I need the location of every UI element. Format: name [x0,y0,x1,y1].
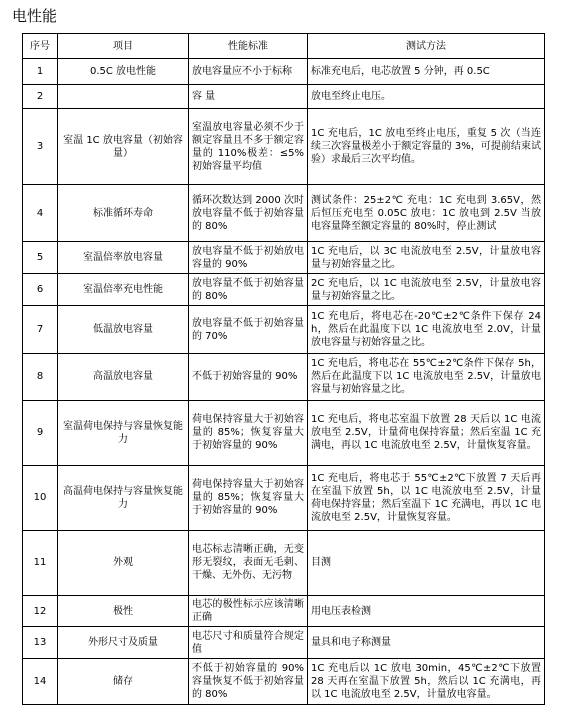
row-item: 室温荷电保持与容量恢复能力 [58,400,189,465]
row-method: 用电压表检测 [308,595,545,626]
row-method: 1C 充电后，以 3C 电流放电至 2.5V，计量放电容量与初始容量之比。 [308,242,545,273]
row-standard: 容 量 [189,85,308,109]
table-row [23,59,545,85]
row-item: 室温倍率充电性能 [58,273,189,306]
row-item: 储存 [58,658,189,704]
table-row [23,627,545,658]
row-standard: 荷电保持容量大于初始容量的 85%；恢复容量大于初始容量的 90% [189,400,308,465]
header-standard: 性能标准 [189,34,308,59]
header-item: 项目 [58,34,189,59]
table-row [23,85,545,109]
row-no: 2 [23,85,58,109]
row-item: 极性 [58,595,189,626]
row-no: 4 [23,184,58,242]
row-method: 1C 充电后以 1C 放电 30min，45℃±2℃下放置 28 天再在室温下放置 5h，然后以 1C 充满电，再以 1C 电流放电至 2.5V，计量放电容量。 [308,658,545,704]
row-item: 标准循环寿命 [58,184,189,242]
row-no: 3 [23,109,58,185]
row-item: 室温倍率放电容量 [58,242,189,273]
header-row [23,34,545,59]
row-no: 5 [23,242,58,273]
header-no: 序号 [23,34,58,59]
row-standard: 电芯尺寸和质量符合规定值 [189,627,308,658]
row-no: 8 [23,353,58,400]
row-standard: 电芯的极性标示应该清晰正确 [189,595,308,626]
row-item: 低温放电容量 [58,306,189,353]
row-no: 7 [23,306,58,353]
row-standard: 放电容量应不小于标称 [189,59,308,85]
row-item: 外形尺寸及质量 [58,627,189,658]
row-item: 外观 [58,530,189,595]
table-row [23,184,545,242]
row-item [58,85,189,109]
row-item: 高温放电容量 [58,353,189,400]
row-standard: 不低于初始容量的 90%容量恢复不低于初始容量的 80% [189,658,308,704]
row-no: 1 [23,59,58,85]
row-no: 12 [23,595,58,626]
row-method: 测试条件：25±2℃ 充电：1C 充电到 3.65V，然后恒压充电至 0.05C 放电：1C 放电到 2.5V 当放电容量降至额定容量的 80%时，停止测试 [308,184,545,242]
row-method: 1C 充电后，1C 放电至终止电压，重复 5 次（当连续三次容量极差小于额定容量的 3%，可提前结束试验）求最后三次平均值。 [308,109,545,185]
row-no: 6 [23,273,58,306]
row-item: 0.5C 放电性能 [58,59,189,85]
row-no: 9 [23,400,58,465]
table-row [23,306,545,353]
row-no: 14 [23,658,58,704]
table-row [23,530,545,595]
table-row [23,109,545,185]
row-method: 1C 充电后，将电芯在 55℃±2℃条件下保存 5h，然后在此温度下以 1C 电流放电至 2.5V，计量放电容量与初始容量之比。 [308,353,545,400]
row-method: 1C 充电后，将电芯在-20℃±2℃条件下保存 24h，然后在此温度下以 1C 电流放电至 2.0V，计量放电容量与初始容量之比。 [308,306,545,353]
table-row [23,353,545,400]
row-no: 10 [23,465,58,530]
table-row [23,595,545,626]
row-no: 11 [23,530,58,595]
row-no: 13 [23,627,58,658]
table-row [23,400,545,465]
spec-table [22,33,545,705]
table-row [23,465,545,530]
table-row [23,242,545,273]
row-standard: 放电容量不低于初始容量的 70% [189,306,308,353]
row-method: 2C 充电后，以 1C 电流放电至 2.5V，计量放电容量与初始容量之比。 [308,273,545,306]
row-method: 目测 [308,530,545,595]
row-standard: 电芯标志清晰正确，无变形无裂纹，表面无毛刺、干燥、无外伤、无污物 [189,530,308,595]
row-method: 标准充电后，电芯放置 5 分钟，再 0.5C [308,59,545,85]
section-title: 电性能 [12,7,58,25]
header-method: 测试方法 [308,34,545,59]
row-method: 1C 充电后，将电芯室温下放置 28 天后以 1C 电流放电至 2.5V，计量荷电保持容量；然后室温 1C 充满电，再以 1C 电流放电至 2.5V，计量恢复容量。 [308,400,545,465]
table-row [23,273,545,306]
row-item: 高温荷电保持与容量恢复能力 [58,465,189,530]
row-standard: 室温放电容量必须不少于额定容量且不多于额定容量的 110%极差：≤5%初始容量平均值 [189,109,308,185]
row-standard: 荷电保持容量大于初始容量的 85%；恢复容量大于初始容量的 90% [189,465,308,530]
row-method: 量具和电子称测量 [308,627,545,658]
row-standard: 不低于初始容量的 90% [189,353,308,400]
row-standard: 放电容量不低于初始容量的 80% [189,273,308,306]
row-method: 放电至终止电压。 [308,85,545,109]
row-standard: 放电容量不低于初始放电容量的 90% [189,242,308,273]
row-item: 室温 1C 放电容量（初始容量） [58,109,189,185]
table-row [23,658,545,704]
row-method: 1C 充电后，将电芯于 55℃±2℃下放置 7 天后再在室温下放置 5h，以 1C 电流放电至 2.5V，计量荷电保持容量；然后室温下 1C 充满电，再以 1C 电流放电至 2.5V，计量恢复容量。 [308,465,545,530]
row-standard: 循环次数达到 2000 次时放电容量不低于初始容量的 80% [189,184,308,242]
